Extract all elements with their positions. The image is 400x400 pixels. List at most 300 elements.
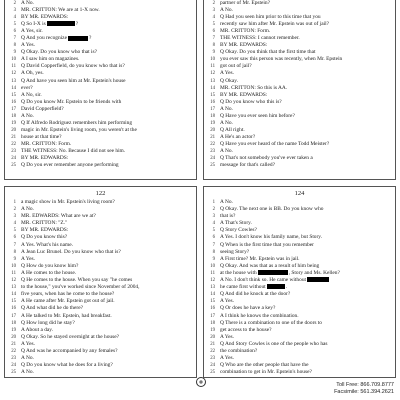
line-text-content: Q Okay. Do you know who that is? <box>21 49 98 56</box>
transcript-line <box>5 134 196 141</box>
transcript-line <box>204 242 395 249</box>
line-number: 13 <box>11 285 16 291</box>
line-text-content: Q Who are the other people that have the <box>220 362 309 369</box>
line-text <box>21 348 194 355</box>
line-text <box>21 106 194 113</box>
line-text-content: A He came after Mr. Epstein got out of jail. <box>21 298 115 305</box>
line-text <box>21 7 194 14</box>
transcript-line <box>5 369 196 376</box>
line-text-content: Q And did he knock at the door? <box>220 291 291 298</box>
line-text <box>220 284 393 291</box>
transcript-line <box>5 270 196 277</box>
line-text <box>21 0 194 7</box>
line-text-content: magic in Mr. Epstein's living room, you weren't at the <box>21 126 137 133</box>
line-text <box>21 341 194 348</box>
line-text <box>220 127 393 134</box>
line-text <box>21 220 194 227</box>
line-number: 24 <box>210 363 215 369</box>
line-text <box>21 127 194 134</box>
line-text <box>220 56 393 63</box>
transcript-line <box>5 242 196 249</box>
transcript-line <box>204 0 395 7</box>
line-text-content: MR. CRITTON: Form. <box>21 140 72 147</box>
line-text <box>21 85 194 92</box>
line-number: 3 <box>13 8 16 14</box>
transcript-panel-page-124 <box>203 186 396 378</box>
transcript-line <box>204 263 395 270</box>
transcript-line <box>5 206 196 213</box>
line-text-content: BY MR. EDWARDS: <box>220 91 268 98</box>
line-text <box>21 334 194 341</box>
transcript-panel-top-right <box>203 0 396 180</box>
line-text-content: A Yes, sir. <box>21 28 43 35</box>
transcript-line <box>5 120 196 127</box>
line-number: 8 <box>13 43 16 49</box>
line-number: 11 <box>11 64 16 70</box>
line-number: 15 <box>11 92 16 98</box>
line-text-continuation: ? <box>75 21 79 28</box>
transcript-line <box>5 305 196 312</box>
transcript-line <box>204 141 395 148</box>
transcript-line <box>5 28 196 35</box>
line-number: 10 <box>11 263 16 269</box>
transcript-line <box>204 70 395 77</box>
line-number: 22 <box>210 348 215 354</box>
line-text <box>21 291 194 298</box>
line-text <box>21 141 194 148</box>
line-number: 11 <box>210 270 215 276</box>
line-text <box>220 70 393 77</box>
line-number: 3 <box>212 214 215 220</box>
transcript-line <box>5 341 196 348</box>
line-number: 2 <box>13 1 16 6</box>
line-text-content: Q And what did he do there? <box>21 305 83 312</box>
line-text-content: Q David Copperfield, do you know who that is? <box>21 63 125 70</box>
line-text <box>21 298 194 305</box>
line-text <box>21 56 194 63</box>
line-number: 17 <box>11 313 16 319</box>
line-text-content: recently saw him after Mr. Epstein was out of jail? <box>220 21 329 28</box>
transcript-line <box>204 334 395 341</box>
line-text-content: at the house with <box>220 269 257 276</box>
line-text-content: A No. <box>220 147 233 154</box>
line-text <box>21 99 194 106</box>
line-text <box>21 270 194 277</box>
transcript-line <box>5 49 196 56</box>
line-number: 7 <box>212 36 215 42</box>
line-number: 5 <box>212 228 215 234</box>
transcript-line <box>5 355 196 362</box>
line-text-content: Q Okay. So he stayed overnight at the house? <box>21 333 120 340</box>
line-text-content: Q All right. <box>220 126 245 133</box>
line-number: 22 <box>11 141 16 147</box>
line-text-content: A Yes. <box>21 255 35 262</box>
transcript-lines <box>204 199 395 377</box>
line-text <box>220 298 393 305</box>
line-text <box>220 313 393 320</box>
redaction-box <box>267 284 288 291</box>
line-text-content: Q Do you know who this is? <box>220 98 282 105</box>
line-number: 22 <box>210 141 215 147</box>
line-text-content: Q That's not somebody you've ever taken a <box>220 155 313 162</box>
line-text-content: A He's an actor? <box>220 133 256 140</box>
line-text <box>220 113 393 120</box>
line-text-content: Q Story Cowles? <box>220 227 257 234</box>
line-text <box>220 199 393 206</box>
line-text-content: Q Had you seen him prior to this time that you <box>220 14 321 21</box>
line-text-content: MR. CRITTON: So this is AA. <box>220 84 288 91</box>
line-number: 14 <box>210 292 215 298</box>
transcript-line <box>5 334 196 341</box>
line-text <box>220 206 393 213</box>
transcript-line <box>204 199 395 206</box>
line-number: 20 <box>11 334 16 340</box>
transcript-line <box>204 162 395 169</box>
line-text <box>21 63 194 70</box>
transcript-line <box>204 14 395 21</box>
line-text <box>21 227 194 234</box>
line-number: 7 <box>13 242 16 248</box>
line-text-content: Q If Alfredo Rodriguez remembers him performing <box>21 119 133 126</box>
line-number: 20 <box>11 127 16 133</box>
line-text-content: Q Or does he have a key? <box>220 305 276 312</box>
line-number: 14 <box>11 292 16 298</box>
transcript-line <box>5 42 196 49</box>
transcript-line <box>5 284 196 291</box>
transcript-line <box>204 106 395 113</box>
transcript-line <box>5 63 196 70</box>
transcript-line <box>5 127 196 134</box>
line-number: 11 <box>210 64 215 70</box>
line-text-content: David Copperfield? <box>21 105 64 112</box>
line-text-content: Q Have you ever seen him before? <box>220 112 295 119</box>
line-text-content: A That's Story. <box>220 220 252 227</box>
line-text <box>220 99 393 106</box>
transcript-line <box>204 220 395 227</box>
reporter-logo-icon <box>196 377 206 387</box>
transcript-line <box>5 148 196 155</box>
line-number: 18 <box>210 113 215 119</box>
line-number: 9 <box>212 256 215 262</box>
transcript-line <box>204 227 395 234</box>
transcript-line <box>5 220 196 227</box>
transcript-line <box>5 141 196 148</box>
line-text <box>220 355 393 362</box>
line-text <box>220 14 393 21</box>
transcript-line <box>204 320 395 327</box>
line-number: 12 <box>11 278 16 284</box>
line-text-content: Q Have you ever heard of the name Todd Meister? <box>220 140 330 147</box>
line-number: 7 <box>212 242 215 248</box>
line-number: 24 <box>11 363 16 369</box>
line-text <box>220 327 393 334</box>
line-text <box>220 305 393 312</box>
transcript-line <box>204 341 395 348</box>
transcript-line <box>5 277 196 284</box>
page-number: 122 <box>95 190 106 197</box>
line-number: 19 <box>11 327 16 333</box>
line-number: 17 <box>210 313 215 319</box>
transcript-line <box>5 362 196 369</box>
line-number: 2 <box>212 207 215 213</box>
line-text <box>220 220 393 227</box>
line-number: 21 <box>11 134 16 140</box>
transcript-line <box>5 348 196 355</box>
line-number: 20 <box>210 334 215 340</box>
line-text-content: Q Okay. The next one is BB. Do you know who <box>220 206 324 213</box>
transcript-line <box>204 327 395 334</box>
line-text-content: BY MR. EDWARDS: <box>220 42 268 49</box>
line-text <box>21 155 194 162</box>
line-text <box>21 14 194 21</box>
line-text-content: Q Do you know this? <box>21 234 68 241</box>
line-number: 7 <box>13 36 16 42</box>
transcript-line <box>204 213 395 220</box>
redaction-box <box>68 36 88 41</box>
line-number: 13 <box>11 78 16 84</box>
transcript-line <box>204 134 395 141</box>
line-text-content: THE WITNESS: I cannot remember. <box>220 35 300 42</box>
line-number: 9 <box>13 256 16 262</box>
line-number: 17 <box>210 106 215 112</box>
transcript-line <box>5 56 196 63</box>
line-text <box>220 7 393 14</box>
line-text-content: A No. <box>220 119 233 126</box>
line-text-content: THE WITNESS: No. Because I did not see him. <box>21 147 126 154</box>
transcript-line <box>204 7 395 14</box>
line-number: 23 <box>210 148 215 154</box>
line-number: 1 <box>13 200 16 205</box>
transcript-line <box>204 369 395 376</box>
line-text <box>21 355 194 362</box>
transcript-line <box>204 298 395 305</box>
line-number: 3 <box>13 214 16 220</box>
line-text <box>220 35 393 42</box>
line-text-content: A Yes. I don't know his family name, but Story. <box>220 234 322 241</box>
line-text <box>21 21 194 28</box>
line-text <box>21 284 194 291</box>
line-number: 16 <box>210 99 215 105</box>
line-text <box>220 227 393 234</box>
line-text-content: house at that time? <box>21 133 62 140</box>
transcript-line <box>5 70 196 77</box>
line-number: 25 <box>210 370 215 376</box>
line-text <box>220 362 393 369</box>
line-text-continuation: . <box>285 284 288 291</box>
line-text <box>220 0 393 7</box>
line-number: 10 <box>210 57 215 63</box>
line-text-content: A Yes. <box>220 70 234 77</box>
line-text <box>21 199 194 206</box>
line-text-content: Q When is the first time that you remember <box>220 241 314 248</box>
transcript-line <box>204 270 395 277</box>
line-number: 5 <box>13 22 16 28</box>
transcript-line <box>204 305 395 312</box>
line-text-content: Q Do you ever remember anyone performing <box>21 162 119 169</box>
transcript-lines <box>204 0 395 179</box>
line-number: 4 <box>212 221 215 227</box>
line-text-content: Q And was he accompanied by any females? <box>21 347 118 354</box>
line-text <box>220 320 393 327</box>
line-number: 14 <box>210 85 215 91</box>
transcript-line <box>204 63 395 70</box>
transcript-line <box>204 78 395 85</box>
line-text <box>21 277 194 284</box>
redaction-box <box>307 277 329 282</box>
line-number: 13 <box>210 78 215 84</box>
transcript-line <box>5 291 196 298</box>
line-text-content: BY MR. EDWARDS: <box>21 14 69 21</box>
transcript-line <box>5 106 196 113</box>
line-text <box>21 35 194 42</box>
line-text-content: Q And you recognize <box>21 35 67 42</box>
line-text-content: he came first without <box>220 284 266 291</box>
transcript-line <box>204 291 395 298</box>
transcript-line <box>5 7 196 14</box>
line-number: 19 <box>210 120 215 126</box>
transcript-panel-top-left <box>4 0 197 180</box>
line-text-content: got out of jail? <box>220 63 252 70</box>
transcript-line <box>204 28 395 35</box>
line-number: 21 <box>210 341 215 347</box>
line-number: 19 <box>210 327 215 333</box>
line-text <box>220 291 393 298</box>
line-text-content: A Yes. <box>21 42 35 49</box>
line-text-content: A No. <box>220 105 233 112</box>
line-text <box>21 327 194 334</box>
line-text <box>220 249 393 256</box>
line-text <box>220 256 393 263</box>
line-text-content: a magic show in Mr. Epstein's living room? <box>21 199 115 205</box>
line-text-content: five years, when has he come to the house? <box>21 291 115 298</box>
redaction-box <box>258 270 288 275</box>
line-text-content: BY MR. EDWARDS: <box>21 227 69 234</box>
transcript-line <box>204 249 395 256</box>
line-number: 16 <box>11 99 16 105</box>
line-text <box>21 120 194 127</box>
line-text <box>21 148 194 155</box>
line-number: 14 <box>11 85 16 91</box>
line-number: 3 <box>212 8 215 14</box>
line-text <box>220 348 393 355</box>
line-text-content: BY MR. EDWARDS: <box>21 155 69 162</box>
line-text <box>220 148 393 155</box>
line-text-content: to the house," you've worked since November of 2004, <box>21 284 140 291</box>
transcript-line <box>5 78 196 85</box>
line-text <box>220 28 393 35</box>
line-number: 21 <box>11 341 16 347</box>
line-number: 18 <box>210 320 215 326</box>
line-number: 6 <box>212 235 215 241</box>
line-text <box>21 369 194 376</box>
line-text-continuation: ? <box>88 35 92 42</box>
transcript-line <box>5 320 196 327</box>
line-text-content: Q How do you know him? <box>21 262 79 269</box>
line-text <box>220 134 393 141</box>
line-text-continuation: , Story and Ms. Kellen? <box>288 269 340 276</box>
transcript-line <box>204 56 395 63</box>
transcript-lines <box>5 199 196 377</box>
transcript-line <box>5 199 196 206</box>
line-text-content: A Yes. <box>220 298 234 305</box>
line-text-content: the combination? <box>220 347 258 354</box>
transcript-line <box>204 284 395 291</box>
transcript-line <box>204 85 395 92</box>
line-number: 25 <box>210 163 215 169</box>
line-text-content: Q How long did he stay? <box>21 319 75 326</box>
transcript-line <box>204 148 395 155</box>
transcript-line <box>204 35 395 42</box>
line-text <box>220 334 393 341</box>
line-text-content: get access to the house? <box>220 326 272 333</box>
transcript-line <box>204 313 395 320</box>
line-number: 4 <box>212 15 215 21</box>
line-number: 23 <box>210 356 215 362</box>
transcript-line <box>204 92 395 99</box>
line-text-content: Q Okay. Do you think that the first time that <box>220 49 316 56</box>
transcript-line <box>5 327 196 334</box>
line-text <box>220 270 393 277</box>
line-text <box>220 242 393 249</box>
line-text <box>220 106 393 113</box>
line-number: 18 <box>11 320 16 326</box>
line-text <box>21 92 194 99</box>
line-number: 20 <box>210 127 215 133</box>
line-text-content: MR. CRITTON: We are at 1-X now. <box>21 7 100 14</box>
line-number: 2 <box>212 1 215 6</box>
line-text-content: ever? <box>21 84 33 91</box>
line-text-content: A No. <box>21 206 34 213</box>
line-text-content: A No. <box>21 355 34 362</box>
line-text <box>21 49 194 56</box>
line-text-content: A Oh, yes. <box>21 70 44 77</box>
transcript-line <box>204 348 395 355</box>
transcript-line <box>204 362 395 369</box>
transcript-line <box>204 355 395 362</box>
line-number: 8 <box>212 249 215 255</box>
transcript-line <box>5 85 196 92</box>
toll-free-number: Toll Free: 866.709.8777 <box>336 382 394 388</box>
line-text-content: combination to get in Mr. Epstein's house? <box>220 369 312 376</box>
page-number: 124 <box>294 190 305 197</box>
redaction-box <box>47 21 75 26</box>
transcript-line <box>5 155 196 162</box>
line-number: 25 <box>11 163 16 169</box>
line-text-content: A No. <box>21 369 34 376</box>
line-text-content: A He comes to the house. <box>21 269 77 276</box>
transcript-line <box>5 0 196 7</box>
line-text <box>21 313 194 320</box>
line-number: 16 <box>11 306 16 312</box>
transcript-line <box>5 263 196 270</box>
line-text-content: Q And have you seen him at Mr. Epstein's house <box>21 77 126 84</box>
transcript-line <box>5 14 196 21</box>
line-text <box>220 277 393 284</box>
transcript-line <box>5 227 196 234</box>
line-number: 4 <box>13 15 16 21</box>
line-text <box>21 162 194 169</box>
transcript-line <box>204 42 395 49</box>
line-text <box>220 21 393 28</box>
line-text-content: A No. <box>21 0 34 6</box>
line-text <box>21 213 194 220</box>
line-number: 23 <box>11 356 16 362</box>
line-number: 2 <box>13 207 16 213</box>
transcript-line <box>5 256 196 263</box>
transcript-line <box>5 313 196 320</box>
line-text-content: A Yes. <box>220 333 234 340</box>
line-text-content: MR. CRITTON: "Z." <box>21 220 68 227</box>
